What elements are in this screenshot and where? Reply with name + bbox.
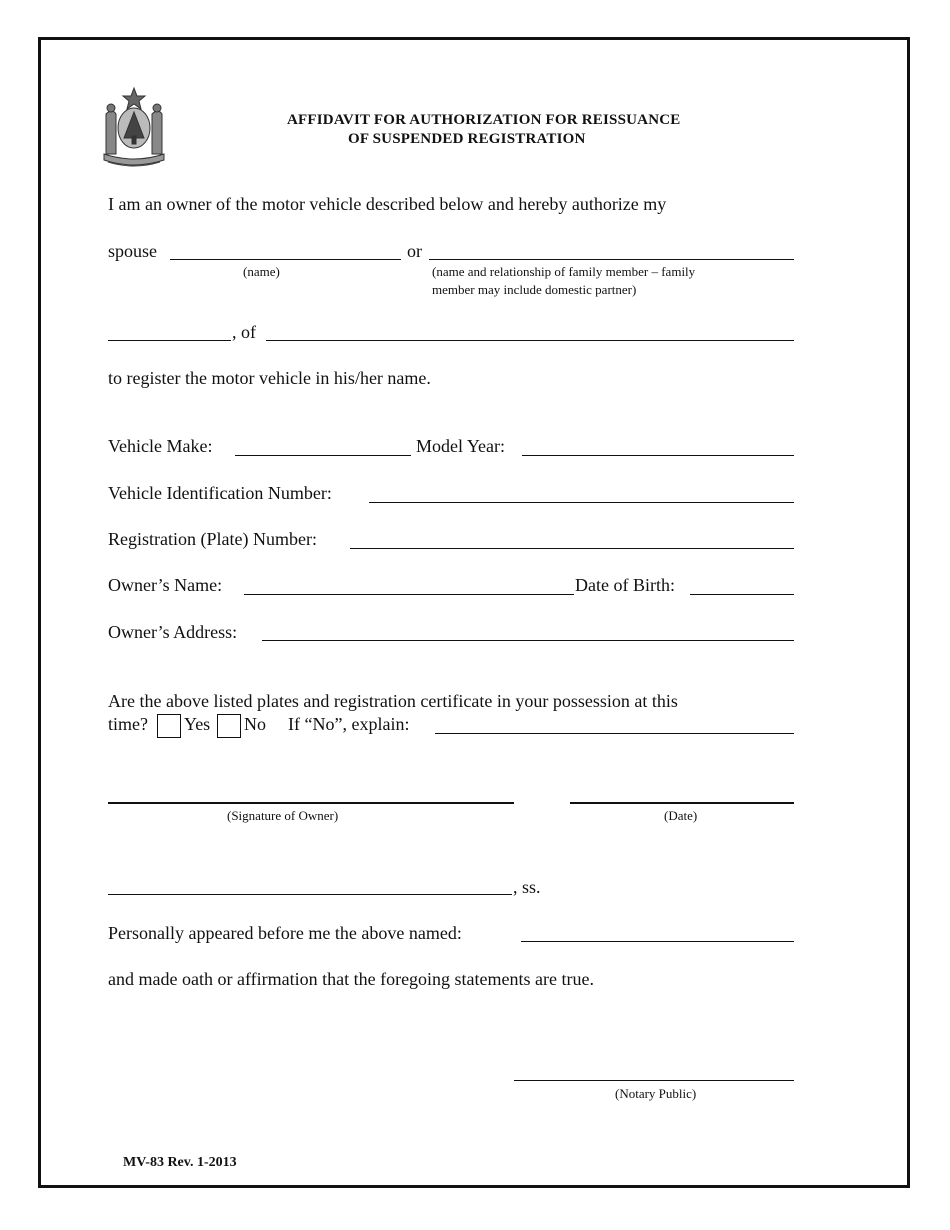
plate-field[interactable] <box>350 548 794 549</box>
dob-label: Date of Birth: <box>575 575 675 595</box>
of-address-field[interactable] <box>266 340 794 341</box>
owner-name-field[interactable] <box>244 594 574 595</box>
family-caption-line2: member may include domestic partner) <box>432 282 637 297</box>
notary-signature-field[interactable] <box>514 1080 794 1081</box>
of-label: , of <box>232 322 256 342</box>
vehicle-make-label: Vehicle Make: <box>108 436 213 456</box>
yes-checkbox[interactable] <box>157 714 181 738</box>
or-label: or <box>407 241 422 261</box>
owner-address-field[interactable] <box>262 640 794 641</box>
vin-label: Vehicle Identification Number: <box>108 483 332 503</box>
spouse-label: spouse <box>108 241 157 261</box>
yes-label: Yes <box>184 714 211 734</box>
appeared-label: Personally appeared before me the above named: <box>108 923 462 943</box>
notary-caption: (Notary Public) <box>615 1086 697 1101</box>
model-year-label: Model Year: <box>416 436 505 456</box>
family-member-field[interactable] <box>429 259 794 260</box>
intro-text: I am an owner of the motor vehicle described below and hereby authorize my <box>108 194 667 214</box>
name-caption: (name) <box>243 264 280 279</box>
vehicle-make-field[interactable] <box>235 455 411 456</box>
explain-label: If “No”, explain: <box>288 714 410 734</box>
possession-question: Are the above listed plates and registration certificate in your possession at this <box>108 691 678 711</box>
question-time: time? <box>108 714 148 734</box>
form-number: MV-83 Rev. 1-2013 <box>123 1155 237 1170</box>
no-checkbox[interactable] <box>217 714 241 738</box>
family-caption-line1: (name and relationship of family member – family <box>432 264 696 279</box>
state-seal-icon <box>98 86 170 170</box>
plate-label: Registration (Plate) Number: <box>108 529 317 549</box>
owner-name-label: Owner’s Name: <box>108 575 223 595</box>
venue-field[interactable] <box>108 894 512 895</box>
appeared-name-field[interactable] <box>521 941 794 942</box>
owner-address-label: Owner’s Address: <box>108 622 238 642</box>
date-caption: (Date) <box>664 808 698 823</box>
explain-field[interactable] <box>435 733 794 734</box>
signature-field[interactable] <box>108 802 514 804</box>
dob-field[interactable] <box>690 594 794 595</box>
no-label: No <box>244 714 266 734</box>
signature-caption: (Signature of Owner) <box>227 808 339 823</box>
form-title-line1: AFFIDAVIT FOR AUTHORIZATION FOR REISSUANCE <box>287 112 681 128</box>
model-year-field[interactable] <box>522 455 794 456</box>
vin-field[interactable] <box>369 502 794 503</box>
date-field[interactable] <box>570 802 794 804</box>
form-title-line2: OF SUSPENDED REGISTRATION <box>348 131 586 147</box>
relationship-field[interactable] <box>108 340 231 341</box>
register-text: to register the motor vehicle in his/her name. <box>108 368 431 388</box>
ss-label: , ss. <box>513 877 541 897</box>
spouse-name-field[interactable] <box>170 259 401 260</box>
oath-text: and made oath or affirmation that the foregoing statements are true. <box>108 969 594 989</box>
